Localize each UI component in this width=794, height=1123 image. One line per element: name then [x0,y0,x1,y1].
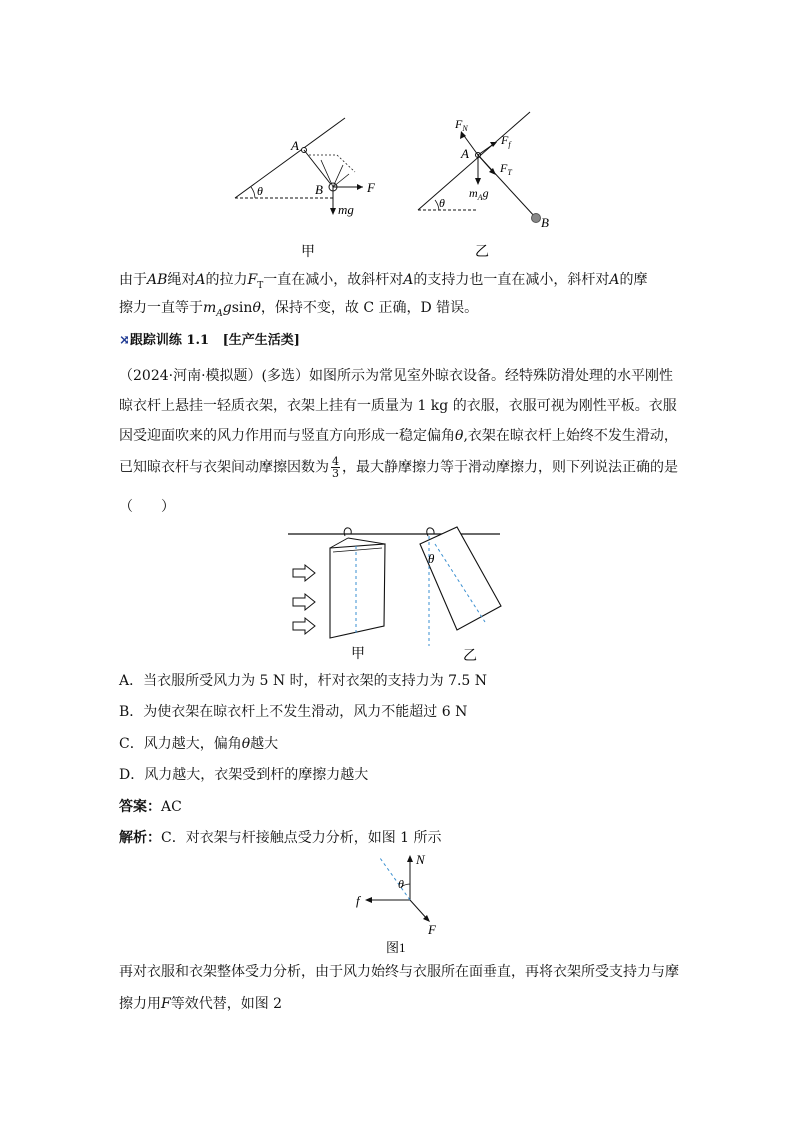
tracking-tag: [生产生活类] [222,333,300,348]
label-Ff: $F_f$ [501,133,511,149]
question-line3: 因受迎面吹来的风力作用而与竖直方向形成一稳定偏角θ,衣架在晾衣杆上始终不发生滑动， [119,428,678,444]
label-A-jia: A [291,138,299,153]
paragraph-final-line1: 再对衣服和衣架整体受力分析，由于风力始终与衣服所在面垂直，再将衣架所受支持力与摩 [119,964,679,980]
answer-value: AC [161,799,182,815]
label-f: f [356,893,360,908]
shuffle-icon: ⤨ [119,333,130,348]
label-FN: $F_N$ [455,117,468,133]
figure1-force-diagram [348,850,448,955]
caption-yi-mid: 乙 [463,649,477,664]
paragraph-conclusion-line2: 擦力一直等于$m_Agsin\theta$，保持不变，故 C 正确，D 错误。 [119,300,479,319]
tracking-label: 跟踪训练 1.1 [129,333,210,348]
label-A-yi: A [461,146,469,161]
label-theta-jia: θ [257,184,263,198]
label-mg-jia: mg [338,202,354,217]
label-mAg: $m_Ag$ [469,186,489,202]
label-B-jia: B [315,182,323,197]
label-B-yi: B [541,215,549,230]
answer-line [119,797,679,817]
caption-fig1: 图1 [386,940,406,955]
caption-jia-top: 甲 [301,245,315,260]
option-A[interactable]: A．当衣服所受风力为 5 N 时，杆对衣架的支持力为 7.5 N [119,673,488,689]
diagram-jia [235,118,376,260]
tracking-heading [119,331,679,351]
paragraph-final-line2: 擦力用F等效代替，如图 2 [119,996,283,1012]
label-F-fig1: F [428,922,436,937]
analysis-label: 解析： [119,830,161,846]
label-theta-yi: θ [439,196,445,210]
question-blank: （ ） [119,499,175,515]
paragraph-conclusion-line1: 由于AB绳对A的拉力$F_T$一直在减小，故斜杆对A的支持力也一直在减小，斜杆对A的摩 [119,272,648,291]
figure-clothes-rack [285,522,505,666]
answer-label: 答案： [119,799,161,815]
option-D[interactable]: D．风力越大，衣架受到杆的摩擦力越大 [119,767,369,783]
question-line2: 晾衣杆上悬挂一轻质衣架，衣架上挂有一质量为 1 kg 的衣服，衣服可视为刚性平板。衣服 [119,398,677,414]
label-N: N [416,852,425,867]
label-F-jia: F [367,180,375,195]
question-line1: （2024·河南·模拟题）(多选）如图所示为常见室外晾衣设备。经特殊防滑处理的水平刚性 [119,368,673,384]
caption-yi-top: 乙 [475,245,489,260]
label-theta-rack: θ [428,551,435,566]
label-theta-fig1: θ [398,877,404,891]
option-B[interactable]: B．为使衣架在晾衣杆上不发生滑动，风力不能超过 6 N [119,704,468,720]
label-FT: $F_T$ [500,161,512,177]
analysis-line: 解析：C．对衣架与杆接触点受力分析，如图 1 所示 [119,830,442,846]
fraction-four-thirds: $\frac{4}{3}$ [332,455,339,480]
caption-jia-mid: 甲 [351,647,365,662]
option-C[interactable]: C．风力越大，偏角θ越大 [119,736,279,752]
wind-arrows [293,565,315,634]
figure-incline-diagrams [225,110,565,260]
diagram-yi [418,112,549,260]
question-line4: 已知晾衣杆与衣架间动摩擦因数为 $\frac{4}{3}$ ，最大静摩擦力等于滑动摩擦力，则下列说法正确的是 [119,455,678,480]
